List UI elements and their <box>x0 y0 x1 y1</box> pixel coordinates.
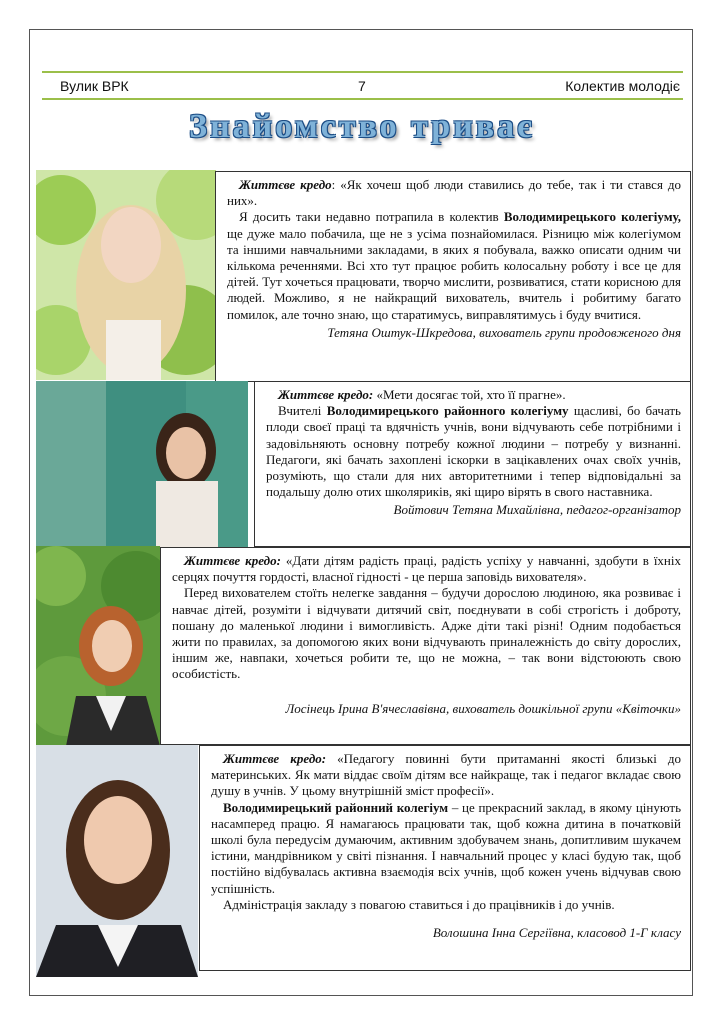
body-text: Вчителі <box>278 403 327 419</box>
profile-1-signature: Тетяна Оштук-Шкредова, вихователь групи продовженого дня <box>327 324 681 340</box>
profile-card-3 <box>160 547 691 745</box>
page-title: Знайомство триває <box>189 108 535 145</box>
profile-2-credo <box>266 387 681 403</box>
header-rule-bottom <box>42 98 683 100</box>
profile-4-body <box>211 800 681 897</box>
body-emphasis: Володимирецького колегіуму, <box>503 209 681 225</box>
profile-3-body: Перед вихователем стоїть нелегке завдання – будучи дорослою людиною, яка розвиває і навчає дітей, розуміти і відчувати дитячий світ, поєднувати в собі строгість і доброту, пошану до маленької людини і вимогливість. Адже діти такі різні! Одним подобається жити по правилах, за допомогою яких вони відчувають приналежність до світу дорослих, іншим же, навпаки, хочеться робити те, що не можна, – так вони відстоюють свою особистість. <box>172 585 681 682</box>
body-text: – це прекрасний заклад, в якому цінують насамперед працю. Я намагаюсь працювати так, щоб кожна дитина в початковій школі була передусім думаючим, активним здобувачем знань, допитливим шукачем істини, мандрівником у світі пізнання. І навчальний процес у класі будую так, щоб постійно відбувалась активна взаємодія всіх учнів, щоб кожен учень відчував свою успішність. <box>211 799 681 896</box>
profile-1-body <box>227 209 681 322</box>
credo-text: «Мети досягає той, хто її прагне». <box>373 387 566 402</box>
credo-label: Життєве кредо <box>239 177 332 192</box>
credo-text: «Дати дітям радість праці, радість успіху у навчанні, здобути в їхніх серцях почуття гордості, власної гідності - це перша заповідь вихователя». <box>172 553 682 585</box>
credo-label: Життєве кредо: <box>223 751 327 766</box>
header-publication: Вулик ВРК <box>60 78 129 94</box>
profile-3-credo <box>172 553 681 585</box>
header-rule-top <box>42 71 683 73</box>
body-emphasis: Володимирецький районний колегіум <box>223 799 449 815</box>
profile-4-closing: Адміністрація закладу з повагою ставиться і до працівників і до учнів. <box>223 896 615 912</box>
profile-1-credo <box>227 177 681 209</box>
body-emphasis: Володимирецького районного колегіуму <box>326 403 569 419</box>
profile-2-signature: Войтович Тетяна Михайлівна, педагог-організатор <box>393 502 681 518</box>
profile-4-credo <box>211 751 681 800</box>
credo-label: Життєве кредо: <box>184 553 281 568</box>
profile-4-signature: Волошина Інна Сергіївна, класовод 1-Г класу <box>432 925 681 941</box>
header-section: Колектив молодіє <box>565 78 680 94</box>
profile-card-4 <box>199 745 691 971</box>
body-text: Я досить таки недавно потрапила в колектив <box>239 209 504 225</box>
profile-card-2 <box>254 381 691 547</box>
portrait-photo-4 <box>36 745 198 977</box>
credo-text: «Педагогу повинні бути притаманні якості близькі до материнських. Як мати віддає своїм дітям все найкраще, так і педагог вкладає свою душу в учнів. У цьому внутрішній зміст професії». <box>211 751 681 799</box>
profile-2-body <box>266 403 681 500</box>
portrait-photo-2 <box>36 381 248 547</box>
portrait-photo-1 <box>36 170 216 380</box>
body-text: щасливі, бо бачать плоди своєї праці та вдячність учнів, вони відчувають себе потрібними і задовільняють основну потребу кожної людини – потребу у визнанні. Педагоги, які бачать захоплені іскорки в зацікавлених очах своїх учнів, розуміють, що стали для них авторитетними і тепер відповідальні за подальшу долю отих школяриків, які щиро вірять в свого наставника. <box>266 403 681 500</box>
header-page-number: 7 <box>358 78 366 94</box>
credo-label: Життєве кредо: <box>278 387 374 402</box>
portrait-photo-3 <box>36 546 160 746</box>
body-text: ще дуже мало побачила, ще не з усіма познайомилася. Різницю між колегіумом та іншими навчальними закладами, в яких я побувала, важко описати одним чи кількома реченнями. Всі хто тут працює робить колосальну роботу і все це для дітей. Тут хочеться працювати, творчо мислити, розвиватися, стати корисною для людей. Можливо, я не найкращий вихователь, вчитель і робитиму багато помилок, але точно знаю, що старатимусь, виправлятимусь і буду вчитися. <box>227 225 681 322</box>
credo-text: : «Як хочеш щоб люди ставились до тебе, так і ти стався до них». <box>227 177 681 209</box>
profile-card-1 <box>215 171 691 382</box>
profile-3-signature: Лосінець Ірина В'ячеславівна, вихователь дошкільної групи «Квіточки» <box>285 700 681 716</box>
